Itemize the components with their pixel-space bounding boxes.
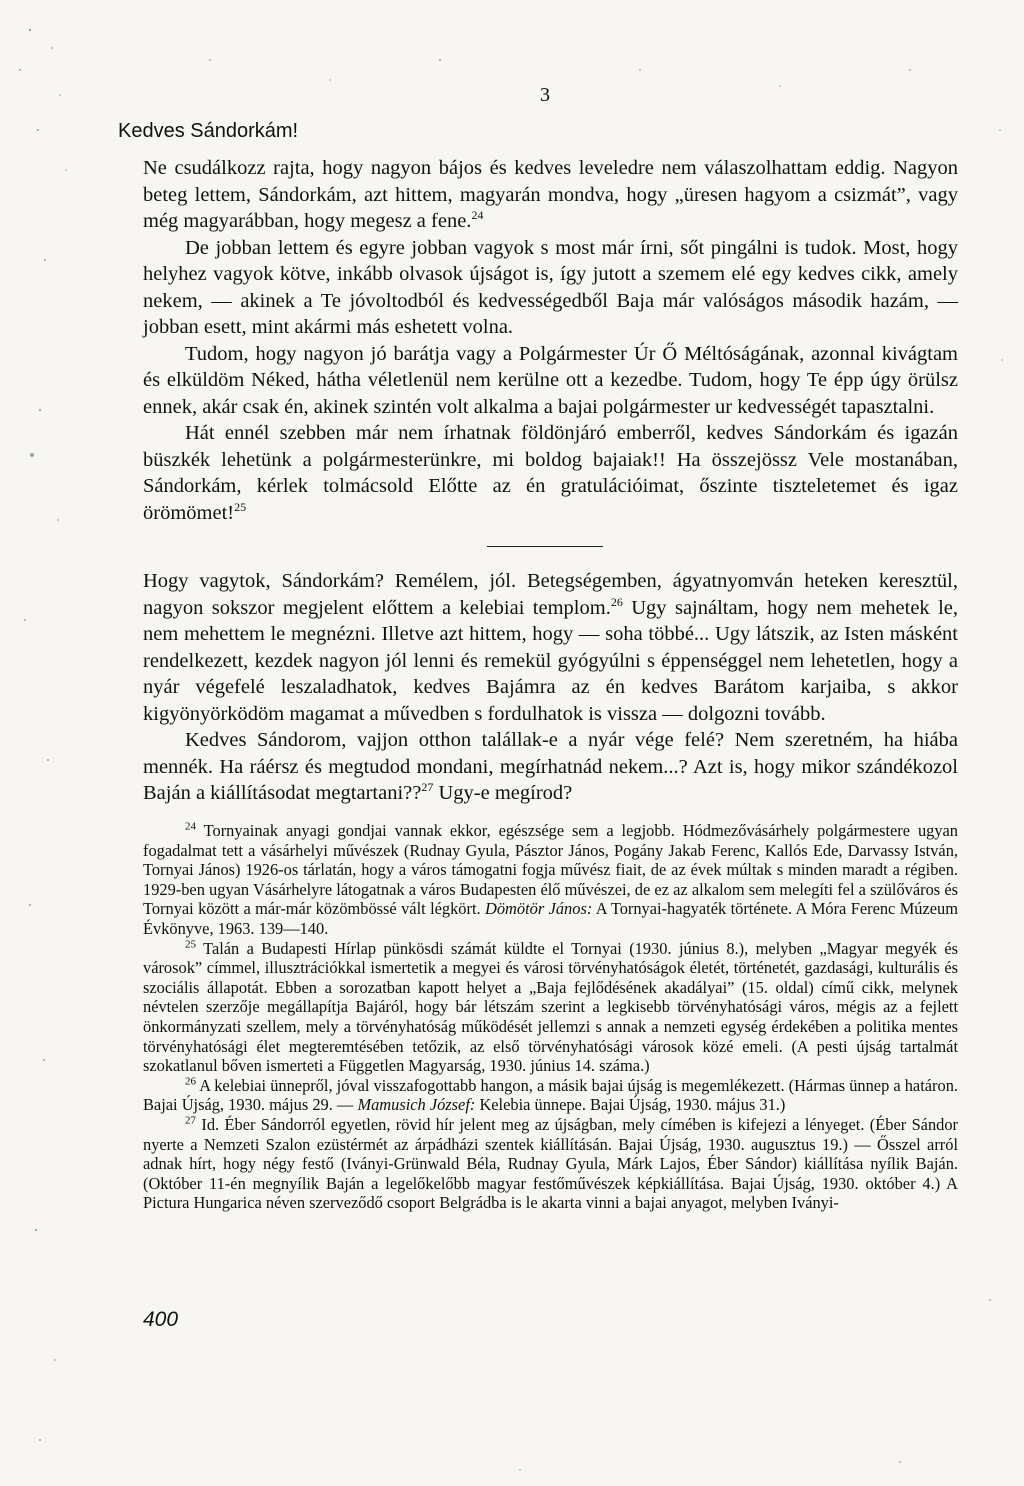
letter-paragraph: Hogy vagytok, Sándorkám? Remélem, jól. Betegségemben, ágyatnyomván heteken keresztül, nagyon sokszor megjelent előttem a kelebiai templom.$^{26}$ Ugy sajnáltam, hogy nem mehetek le, nem mehettem le megnézni. Illetve azt hittem, hogy — soha többé... Ugy látszik, az Isten másként rendelkezett, kezdek nagyon jól lenni és remekül gyógyúlni s éppenséggel nem lehetetlen, hogy a nyár végefelé leszaladhatok, kedves Bajámra az én kedves Barátom karjaiba, s akkor kigyönyörködöm magamat a művedben s fordulhatok is vissza — dolgozni tovább.: [143, 570, 959, 725]
folio-number: 400: [143, 1308, 179, 1331]
letter-body: [143, 155, 958, 526]
page-number: 3: [540, 84, 550, 106]
letter-paragraph: Hát ennél szebben már nem írhatnak földönjáró emberről, kedves Sándorkám és igazán büszkék lehetünk a polgármesterünkre, mi boldog bajaiak!! Ha összejössz Vele mostanában, Sándorkám, kérlek tolmácsold Előtte az én gratulációimat, őszinte tiszteletemet és igaz örömömet!$^{25}$: [143, 422, 958, 524]
footnote: $^{26}$ A kelebiai ünnepről, jóval visszafogottabb hangon, a másik bajai újság is megemlékezett. (Hármas ünnep a határon. Bajai Újság, 1930. május 29. — Mamusich József: Kelebia ünnepe. Bajai Újság, 1930. május 31.): [143, 1075, 958, 1115]
letter-paragraph: Kedves Sándorom, vajjon otthon talállak-e a nyár vége felé? Nem szeretném, ha hiába mennék. Ha ráérsz és megtudod mondani, megírhatnád nekem...? Azt is, hogy mikor szándékozol Baján a kiállításodat megtartani??$^{27}$ Ugy-e megírod?: [143, 729, 958, 804]
footnotes: [143, 821, 958, 1213]
footnote-mark: 27: [185, 1114, 196, 1127]
letter-paragraph: Ne csudálkozz rajta, hogy nagyon bájos és kedves leveledre nem válaszolhattam eddig. Nagyon beteg lettem, Sándorkám, azt hittem, magyarán mondva, hogy „üresen hagyom a csizmát”, vagy még magyarábban, hogy megesz a fene.$^{24}$: [143, 157, 958, 232]
letter-salutation: Kedves Sándorkám!: [118, 120, 299, 142]
footnote-mark: 25: [185, 938, 196, 951]
letter-paragraph: De jobban lettem és egyre jobban vagyok s most már írni, sőt pingálni is tudok. Most, hogy helyhez vagyok kötve, inkább olvasok újságot is, így jutott a szemem elé egy kedves cikk, amely nekem, — akinek a Te jóvoltodból és kedvességedből Baja már valóságos második hazám, — jobban esett, mint akármi más eshetett volna.: [143, 236, 958, 338]
footnote-mark: 24: [185, 820, 196, 833]
letter-paragraph: Tudom, hogy nagyon jó barátja vagy a Polgármester Úr Ő Méltóságának, azonnal kivágtam és elküldöm Néked, hátha véletlenül nem kerülne ott a kezedbe. Tudom, hogy Te épp úgy örülsz ennek, akár csak én, akinek szintén volt alkalma a bajai polgármester ur kedvességét tapasztalni.: [143, 342, 958, 418]
letter-body-continued: [143, 568, 958, 807]
footnote: $^{24}$ Tornyainak anyagi gondjai vannak ekkor, egészsége sem a legjobb. Hódmezővásárhely polgármestere ugyan fogadalmat tett a vásárhelyi művészek (Rudnay Gyula, Pásztor János, Pogány Jakab Ferenc, Kallós Ede, Darvassy István, Tornyai János) 1926-os tárlatán, hogy a város támogatni fogja művész fiait, de az évek múltak s minden maradt a régiben. 1929-ben ugyan Vásárhelyre látogatnak a város Budapesten élő művészei, de ez az alkalom sem melegíti fel a szülőváros és Tornyai között a már-már közömbössé vált légkört. Dömötör János: A Tornyai-hagyaték története. A Móra Ferenc Múzeum Évkönyve, 1963. 139—140.: [143, 820, 958, 938]
footnote-ref[interactable]: 25: [234, 499, 247, 514]
footnote-ref[interactable]: 26: [610, 594, 623, 609]
footnote-ref[interactable]: 24: [471, 208, 484, 223]
footnote-author: Dömötör János:: [485, 899, 593, 919]
footnote: $^{25}$ Talán a Budapesti Hírlap pünkösdi számát küldte el Tornyai (1930. június 8.), melyben „Magyar megyék és városok” címmel, illusztrációkkal ismertetik a megyei és városi törvényhatóságok életét, történetét, gazdasági, kulturális és szociális állapotát. Ebben a sorozatban kapott helyet a „Baja fejlődésének akadályai” (15. oldal) című cikk, melynek névtelen szerzője megállapítja Bajáról, hogy bár létszám szerint a legkisebb törvényhatósági város, mégis az a fejlett önkormányzati szellem, mely a törvényhatóság működését jellemzi s annak a nemzeti egység érdekében a politika mentes törvényhatósági élet megteremtésében tetőzik, az első törvényhatósági városok közé emeli. (A pesti újság tartalmát szokatlanul bőven ismerteti a Független Magyarság, 1930. június 14. száma.): [143, 938, 958, 1076]
footnote-ref[interactable]: 27: [421, 780, 434, 795]
footnote: $^{27}$ Id. Éber Sándorról egyetlen, rövid hír jelent meg az újságban, mely címében is kifejezi a lényeget. (Éber Sándor nyerte a Nemzeti Szalon ezüstérmét az árpádházi szentek kiállításán. Bajai Újság, 1930. augusztus 19.) — Ősszel arról adnak hírt, hogy négy festő (Iványi-Grünwald Béla, Rudnay Gyula, Márk Lajos, Éber Sándor) kiállítása nyílik Baján. (Október 11-én megnyílik Baján a legelőkelőbb magyar festőművészek képkiállítása. Bajai Újság, 1930. október 4.) A Pictura Hungarica néven szerveződő csoport Belgrádba is le akarta vinni a bajai anyagot, melyben Iványi-: [143, 1114, 958, 1213]
footnote-mark: 26: [185, 1075, 196, 1088]
section-divider: [487, 546, 603, 547]
footnote-author: Mamusich József:: [357, 1095, 476, 1115]
